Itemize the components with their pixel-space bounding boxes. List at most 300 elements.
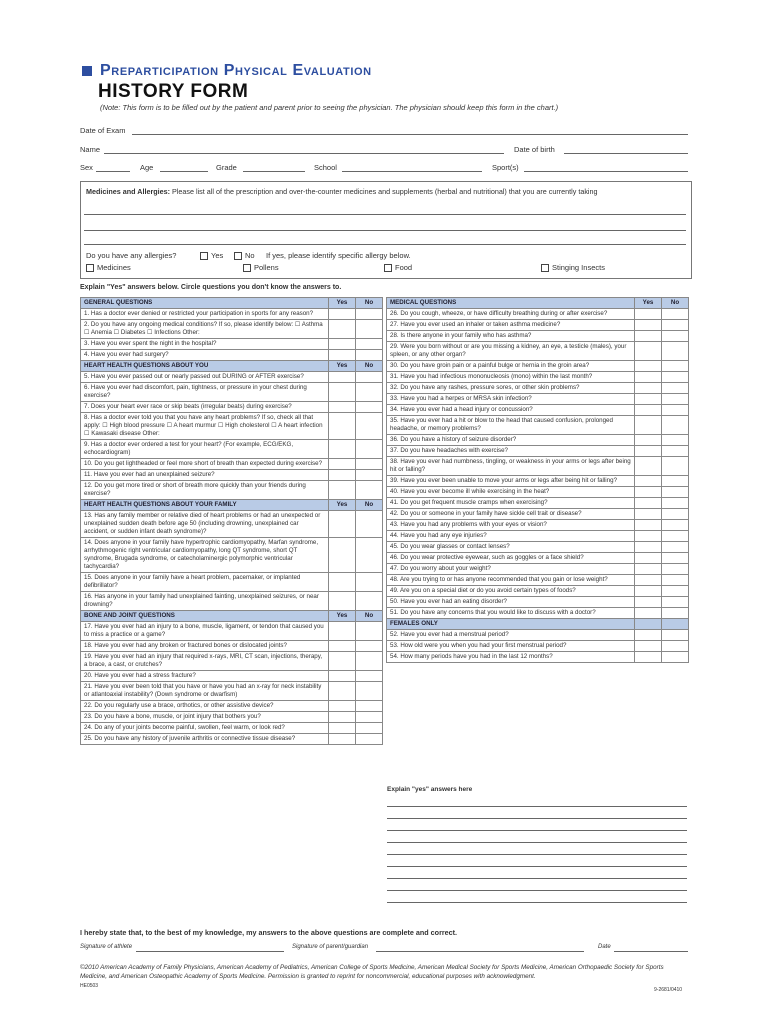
no-column-header: No <box>356 500 383 511</box>
no-answer-cell[interactable] <box>356 309 383 320</box>
no-answer-cell[interactable] <box>662 498 689 509</box>
yes-column-header: Yes <box>329 500 356 511</box>
no-answer-cell[interactable] <box>662 641 689 652</box>
no-answer-cell[interactable] <box>662 542 689 553</box>
question-row <box>81 701 383 712</box>
no-answer-cell[interactable] <box>662 586 689 597</box>
allergy-medicines-option[interactable] <box>86 263 131 272</box>
no-answer-cell[interactable] <box>356 372 383 383</box>
dob-label: Date of birth <box>514 145 555 154</box>
yes-column-header: Yes <box>329 298 356 309</box>
no-answer-cell[interactable] <box>662 608 689 619</box>
no-answer-cell[interactable] <box>662 435 689 446</box>
form-title-text: Preparticipation Physical Evaluation <box>100 62 372 79</box>
question-text: 43. Have you had any problems with your eyes or vision? <box>387 520 635 531</box>
checkbox-icon <box>243 264 251 272</box>
allergy-yes-option[interactable] <box>200 251 223 260</box>
yes-answer-cell[interactable] <box>329 383 356 402</box>
section-header-row <box>81 298 383 309</box>
yes-answer-cell[interactable] <box>329 573 356 592</box>
age-field[interactable] <box>160 171 208 172</box>
yes-answer-cell[interactable] <box>635 309 662 320</box>
no-answer-cell[interactable] <box>356 622 383 641</box>
yes-answer-cell[interactable] <box>329 712 356 723</box>
no-column-header: No <box>662 298 689 309</box>
yes-answer-cell[interactable] <box>635 520 662 531</box>
yes-answer-cell[interactable] <box>329 641 356 652</box>
name-label: Name <box>80 145 101 154</box>
yes-answer-cell[interactable] <box>635 597 662 608</box>
explain-answer-line[interactable] <box>387 818 687 819</box>
allergy-insects-label: Stinging Insects <box>552 263 605 272</box>
no-answer-cell[interactable] <box>356 481 383 500</box>
no-answer-cell[interactable] <box>662 342 689 361</box>
question-text: 9. Has a doctor ever ordered a test for your heart? (For example, ECG/EKG, echocardiogram) <box>81 440 329 459</box>
yes-answer-cell[interactable] <box>329 671 356 682</box>
question-text: 35. Have you ever had a hit or blow to the head that caused confusion, prolonged headache, or memory problems? <box>387 416 635 435</box>
question-text: 12. Do you get more tired or short of breath more quickly than your friends during exercise? <box>81 481 329 500</box>
no-answer-cell[interactable] <box>662 509 689 520</box>
question-row <box>81 573 383 592</box>
athlete-signature-label: Signature of athlete <box>80 944 133 950</box>
question-row <box>387 553 689 564</box>
explain-instructions: Explain "Yes" answers below. Circle questions you don't know the answers to. <box>80 284 342 291</box>
question-row <box>387 597 689 608</box>
medicines-line-3[interactable] <box>84 244 686 245</box>
question-text: 39. Have you ever been unable to move your arms or legs after being hit or falling? <box>387 476 635 487</box>
allergy-question: Do you have any allergies? <box>86 251 177 260</box>
question-row <box>387 564 689 575</box>
no-answer-cell[interactable] <box>356 459 383 470</box>
section-header: BONE AND JOINT QUESTIONS <box>81 611 329 622</box>
question-row <box>81 459 383 470</box>
yes-answer-cell[interactable] <box>635 498 662 509</box>
yes-answer-cell[interactable] <box>329 701 356 712</box>
no-answer-cell[interactable] <box>356 682 383 701</box>
yes-answer-cell[interactable] <box>635 608 662 619</box>
yes-answer-cell[interactable] <box>635 641 662 652</box>
no-answer-cell[interactable] <box>662 331 689 342</box>
question-text: 33. Have you had a herpes or MRSA skin infection? <box>387 394 635 405</box>
question-text: 51. Do you have any concerns that you would like to discuss with a doctor? <box>387 608 635 619</box>
no-answer-cell[interactable] <box>356 671 383 682</box>
question-row <box>387 641 689 652</box>
question-row <box>387 435 689 446</box>
sports-field[interactable] <box>524 171 688 172</box>
yes-answer-cell[interactable] <box>635 476 662 487</box>
explain-answer-line[interactable] <box>387 866 687 867</box>
no-column-header: No <box>356 361 383 372</box>
question-text: 15. Does anyone in your family have a heart problem, pacemaker, or implanted defibrillator? <box>81 573 329 592</box>
yes-answer-cell[interactable] <box>329 682 356 701</box>
question-text: 13. Has any family member or relative died of heart problems or had an unexpected or unexplained sudden death before age 50 (including drowning, unexplained car accident, or sudden infant death syndrome)? <box>81 511 329 538</box>
checkbox-icon <box>384 264 392 272</box>
question-row <box>387 630 689 641</box>
allergy-no-option[interactable] <box>234 251 255 260</box>
question-text: 44. Have you had any eye injuries? <box>387 531 635 542</box>
parent-signature-label: Signature of parent/guardian <box>292 944 369 950</box>
explain-answer-line[interactable] <box>387 806 687 807</box>
yes-answer-cell[interactable] <box>635 405 662 416</box>
question-row <box>81 652 383 671</box>
question-text: 8. Has a doctor ever told you that you have any heart problems? If so, check all that apply: ☐ High blood pressure ☐ A heart murmur ☐ High cholesterol ☐ A heart infection ☐ Kawasaki disease Other: <box>81 413 329 440</box>
question-row <box>387 361 689 372</box>
question-row <box>387 331 689 342</box>
question-text: 53. How old were you when you had your first menstrual period? <box>387 641 635 652</box>
statement-text: I hereby state that, to the best of my knowledge, my answers to the above questions are complete and correct. <box>80 928 458 937</box>
yes-answer-cell[interactable] <box>635 457 662 476</box>
right-question-table <box>386 297 689 663</box>
no-answer-cell[interactable] <box>356 723 383 734</box>
yes-answer-cell[interactable] <box>635 320 662 331</box>
name-field[interactable] <box>104 153 504 154</box>
allergy-food-option[interactable] <box>384 263 412 272</box>
no-answer-cell[interactable] <box>662 652 689 663</box>
yes-answer-cell[interactable] <box>329 470 356 481</box>
sex-label: Sex <box>80 163 93 172</box>
question-row <box>387 542 689 553</box>
yes-column-header: Yes <box>635 298 662 309</box>
yes-answer-cell[interactable] <box>635 509 662 520</box>
no-answer-cell[interactable] <box>356 383 383 402</box>
question-row <box>387 457 689 476</box>
no-answer-cell[interactable] <box>356 641 383 652</box>
question-text: 28. Is there anyone in your family who has asthma? <box>387 331 635 342</box>
question-row <box>387 586 689 597</box>
left-question-table <box>80 297 383 745</box>
question-text: 14. Does anyone in your family have hypertrophic cardiomyopathy, Marfan syndrome, arrhythmogenic right ventricular cardiomyopathy, long QT syndrome, short QT syndrome, Brugada syndrome, or catecholaminergic polymorphic ventricular tachycardia? <box>81 538 329 573</box>
no-answer-cell[interactable] <box>662 520 689 531</box>
question-row <box>387 520 689 531</box>
question-text: 40. Have you ever become ill while exercising in the heat? <box>387 487 635 498</box>
yes-answer-cell[interactable] <box>635 372 662 383</box>
no-answer-cell[interactable] <box>662 405 689 416</box>
question-text: 27. Have you ever used an inhaler or taken asthma medicine? <box>387 320 635 331</box>
explain-answer-line[interactable] <box>387 890 687 891</box>
question-row <box>81 712 383 723</box>
medicines-line-2[interactable] <box>84 230 686 231</box>
yes-answer-cell[interactable] <box>635 652 662 663</box>
allergy-pollens-option[interactable] <box>243 263 279 272</box>
no-answer-cell[interactable] <box>662 597 689 608</box>
question-row <box>387 405 689 416</box>
question-text: 20. Have you ever had a stress fracture? <box>81 671 329 682</box>
question-row <box>387 487 689 498</box>
no-answer-cell[interactable] <box>662 416 689 435</box>
no-answer-cell[interactable] <box>662 361 689 372</box>
no-answer-cell[interactable] <box>356 701 383 712</box>
yes-column-header: Yes <box>329 361 356 372</box>
question-text: 42. Do you or someone in your family have sickle cell trait or disease? <box>387 509 635 520</box>
no-answer-cell[interactable] <box>662 630 689 641</box>
yes-answer-cell[interactable] <box>635 564 662 575</box>
yes-answer-cell[interactable] <box>635 586 662 597</box>
question-text: 31. Have you had infectious mononucleosis (mono) within the last month? <box>387 372 635 383</box>
question-text: 11. Have you ever had an unexplained seizure? <box>81 470 329 481</box>
yes-answer-cell[interactable] <box>329 413 356 440</box>
no-answer-cell[interactable] <box>356 339 383 350</box>
yes-answer-cell[interactable] <box>635 542 662 553</box>
section-header-row <box>81 500 383 511</box>
question-row <box>387 372 689 383</box>
question-text: 10. Do you get lightheaded or feel more short of breath than expected during exercise? <box>81 459 329 470</box>
checkbox-icon <box>234 252 242 260</box>
question-text: 24. Do any of your joints become painful, swollen, feel warm, or look red? <box>81 723 329 734</box>
question-row <box>387 652 689 663</box>
athlete-signature-field[interactable] <box>136 951 284 952</box>
question-text: 16. Has anyone in your family had unexplained fainting, unexplained seizures, or near drowning? <box>81 592 329 611</box>
checkbox-icon <box>541 264 549 272</box>
question-text: 6. Have you ever had discomfort, pain, tightness, or pressure in your chest during exercise? <box>81 383 329 402</box>
question-row <box>81 511 383 538</box>
question-row <box>81 402 383 413</box>
sex-field[interactable] <box>96 171 130 172</box>
date-field[interactable] <box>614 951 688 952</box>
question-text: 38. Have you ever had numbness, tingling, or weakness in your arms or legs after being hit or falling? <box>387 457 635 476</box>
yes-column-header <box>635 619 662 630</box>
no-answer-cell[interactable] <box>662 575 689 586</box>
no-answer-cell[interactable] <box>662 476 689 487</box>
question-row <box>81 734 383 745</box>
yes-answer-cell[interactable] <box>635 531 662 542</box>
question-row <box>387 575 689 586</box>
checkbox-icon <box>200 252 208 260</box>
no-answer-cell[interactable] <box>356 320 383 339</box>
question-row <box>81 671 383 682</box>
question-text: 49. Are you on a special diet or do you avoid certain types of foods? <box>387 586 635 597</box>
question-row <box>81 320 383 339</box>
explain-yes-heading: Explain "yes" answers here <box>387 786 473 793</box>
grade-field[interactable] <box>243 171 305 172</box>
question-row <box>387 531 689 542</box>
question-text: 2. Do you have any ongoing medical conditions? If so, please identify below: ☐ Asthma ☐ Anemia ☐ Diabetes ☐ Infections Other: <box>81 320 329 339</box>
yes-answer-cell[interactable] <box>329 339 356 350</box>
section-header: FEMALES ONLY <box>387 619 635 630</box>
parent-signature-field[interactable] <box>376 951 584 952</box>
question-row <box>387 498 689 509</box>
question-row <box>81 641 383 652</box>
question-row <box>81 339 383 350</box>
no-answer-cell[interactable] <box>356 573 383 592</box>
yes-answer-cell[interactable] <box>635 331 662 342</box>
yes-answer-cell[interactable] <box>635 575 662 586</box>
question-row <box>81 481 383 500</box>
copyright-text: ©2010 American Academy of Family Physicians, American Academy of Pediatrics, American College of Sports Medicine, American Medical Society for Sports Medicine, American Orthopaedic Society for Sports Medicine, and American Osteopathic Academy of Sports Medicine. Permission is granted to reprint for noncommercial, educational purposes with acknowledgment. <box>80 964 664 980</box>
explain-answer-line[interactable] <box>387 878 687 879</box>
no-answer-cell[interactable] <box>356 413 383 440</box>
date-label: Date <box>598 944 611 950</box>
yes-answer-cell[interactable] <box>329 459 356 470</box>
form-subtitle: HISTORY FORM <box>98 81 249 102</box>
question-row <box>81 723 383 734</box>
no-answer-cell[interactable] <box>662 564 689 575</box>
allergy-identify-text: If yes, please identify specific allergy below. <box>266 251 411 260</box>
question-text: 34. Have you ever had a head injury or concussion? <box>387 405 635 416</box>
yes-answer-cell[interactable] <box>635 553 662 564</box>
medicines-heading <box>86 187 598 196</box>
yes-answer-cell[interactable] <box>635 361 662 372</box>
no-answer-cell[interactable] <box>662 446 689 457</box>
yes-answer-cell[interactable] <box>329 538 356 573</box>
question-text: 23. Do you have a bone, muscle, or joint injury that bothers you? <box>81 712 329 723</box>
question-row <box>387 394 689 405</box>
question-row <box>81 372 383 383</box>
medicines-text: Please list all of the prescription and over-the-counter medicines and supplements (herbal and nutritional) that you are currently taking <box>172 187 598 196</box>
form-code-right: 9-2681/0410 <box>654 987 683 993</box>
yes-answer-cell[interactable] <box>635 342 662 361</box>
no-answer-cell[interactable] <box>356 538 383 573</box>
yes-answer-cell[interactable] <box>329 734 356 745</box>
date-of-exam-field[interactable] <box>132 134 688 135</box>
no-answer-cell[interactable] <box>662 531 689 542</box>
question-text: 22. Do you regularly use a brace, orthotics, or other assistive device? <box>81 701 329 712</box>
question-text: 45. Do you wear glasses or contact lenses? <box>387 542 635 553</box>
question-row <box>387 446 689 457</box>
question-text: 48. Are you trying to or has anyone recommended that you gain or lose weight? <box>387 575 635 586</box>
no-answer-cell[interactable] <box>356 440 383 459</box>
age-label: Age <box>140 163 154 172</box>
section-header-row <box>81 361 383 372</box>
question-row <box>387 383 689 394</box>
question-row <box>81 622 383 641</box>
allergy-food-label: Food <box>395 263 413 272</box>
question-row <box>387 509 689 520</box>
school-field[interactable] <box>342 171 482 172</box>
no-answer-cell[interactable] <box>662 487 689 498</box>
question-text: 17. Have you ever had an injury to a bone, muscle, ligament, or tendon that caused you to miss a practice or a game? <box>81 622 329 641</box>
explain-answer-line[interactable] <box>387 902 687 903</box>
checkbox-icon <box>86 264 94 272</box>
section-header: HEART HEALTH QUESTIONS ABOUT YOU <box>81 361 329 372</box>
no-answer-cell[interactable] <box>356 350 383 361</box>
yes-answer-cell[interactable] <box>329 622 356 641</box>
question-text: 52. Have you ever had a menstrual period? <box>387 630 635 641</box>
yes-answer-cell[interactable] <box>635 446 662 457</box>
question-text: 1. Has a doctor ever denied or restricted your participation in sports for any reason? <box>81 309 329 320</box>
yes-answer-cell[interactable] <box>329 652 356 671</box>
section-header-row <box>387 298 689 309</box>
yes-answer-cell[interactable] <box>329 440 356 459</box>
question-text: 50. Have you ever had an eating disorder? <box>387 597 635 608</box>
no-answer-cell[interactable] <box>662 394 689 405</box>
no-answer-cell[interactable] <box>662 309 689 320</box>
question-row <box>81 309 383 320</box>
no-answer-cell[interactable] <box>356 652 383 671</box>
allergy-insects-option[interactable] <box>541 263 605 272</box>
question-row <box>81 383 383 402</box>
yes-answer-cell[interactable] <box>329 723 356 734</box>
question-row <box>81 470 383 481</box>
dob-field[interactable] <box>564 153 688 154</box>
yes-answer-cell[interactable] <box>329 320 356 339</box>
question-text: 41. Do you get frequent muscle cramps when exercising? <box>387 498 635 509</box>
question-text: 54. How many periods have you had in the last 12 months? <box>387 652 635 663</box>
explain-answer-line[interactable] <box>387 842 687 843</box>
no-column-header: No <box>356 611 383 622</box>
yes-answer-cell[interactable] <box>635 630 662 641</box>
section-header-row <box>387 619 689 630</box>
question-text: 19. Have you ever had an injury that required x-rays, MRI, CT scan, injections, therapy, a brace, a cast, or crutches? <box>81 652 329 671</box>
medicines-line-1[interactable] <box>84 214 686 215</box>
yes-answer-cell[interactable] <box>635 416 662 435</box>
no-answer-cell[interactable] <box>662 383 689 394</box>
grade-label: Grade <box>216 163 237 172</box>
yes-answer-cell[interactable] <box>329 372 356 383</box>
question-text: 4. Have you ever had surgery? <box>81 350 329 361</box>
question-row <box>81 538 383 573</box>
allergy-pollens-label: Pollens <box>254 263 279 272</box>
yes-answer-cell[interactable] <box>635 435 662 446</box>
no-column-header: No <box>356 298 383 309</box>
question-text: 3. Have you ever spent the night in the hospital? <box>81 339 329 350</box>
explain-answer-line[interactable] <box>387 854 687 855</box>
yes-column-header: Yes <box>329 611 356 622</box>
no-answer-cell[interactable] <box>662 553 689 564</box>
question-text: 21. Have you ever been told that you have or have you had an x-ray for neck instability or atlantoaxial instability? (Down syndrome or dwarfism) <box>81 682 329 701</box>
explain-answer-line[interactable] <box>387 830 687 831</box>
question-text: 18. Have you ever had any broken or fractured bones or dislocated joints? <box>81 641 329 652</box>
question-row <box>81 413 383 440</box>
date-of-exam-label: Date of Exam <box>80 126 126 135</box>
no-answer-cell[interactable] <box>662 457 689 476</box>
yes-answer-cell[interactable] <box>329 481 356 500</box>
question-row <box>387 416 689 435</box>
question-row <box>387 476 689 487</box>
yes-answer-cell[interactable] <box>329 511 356 538</box>
yes-answer-cell[interactable] <box>329 350 356 361</box>
sports-label: Sport(s) <box>492 163 519 172</box>
yes-answer-cell[interactable] <box>329 402 356 413</box>
form-title <box>82 62 372 80</box>
no-answer-cell[interactable] <box>356 592 383 611</box>
allergy-yes-label: Yes <box>211 251 224 260</box>
question-row <box>81 440 383 459</box>
question-text: 37. Do you have headaches with exercise? <box>387 446 635 457</box>
question-row <box>387 320 689 331</box>
medicines-heading-bold: Medicines and Allergies: <box>86 187 171 196</box>
yes-answer-cell[interactable] <box>329 592 356 611</box>
form-code-left: HE0503 <box>80 983 99 989</box>
no-answer-cell[interactable] <box>356 734 383 745</box>
section-header: MEDICAL QUESTIONS <box>387 298 635 309</box>
question-text: 7. Does your heart ever race or skip beats (irregular beats) during exercise? <box>81 402 329 413</box>
no-answer-cell[interactable] <box>356 470 383 481</box>
question-text: 26. Do you cough, wheeze, or have difficulty breathing during or after exercise? <box>387 309 635 320</box>
question-row <box>387 342 689 361</box>
no-answer-cell[interactable] <box>356 511 383 538</box>
no-answer-cell[interactable] <box>356 402 383 413</box>
question-text: 30. Do you have groin pain or a painful bulge or hernia in the groin area? <box>387 361 635 372</box>
no-column-header <box>662 619 689 630</box>
question-row <box>81 682 383 701</box>
square-icon <box>82 66 92 76</box>
allergy-medicines-label: Medicines <box>97 263 131 272</box>
question-text: 5. Have you ever passed out or nearly passed out DURING or AFTER exercise? <box>81 372 329 383</box>
section-header: HEART HEALTH QUESTIONS ABOUT YOUR FAMILY <box>81 500 329 511</box>
question-text: 36. Do you have a history of seizure disorder? <box>387 435 635 446</box>
question-row <box>387 309 689 320</box>
yes-answer-cell[interactable] <box>635 383 662 394</box>
no-answer-cell[interactable] <box>662 372 689 383</box>
question-text: 25. Do you have any history of juvenile arthritis or connective tissue disease? <box>81 734 329 745</box>
yes-answer-cell[interactable] <box>635 394 662 405</box>
yes-answer-cell[interactable] <box>329 309 356 320</box>
no-answer-cell[interactable] <box>662 320 689 331</box>
no-answer-cell[interactable] <box>356 712 383 723</box>
yes-answer-cell[interactable] <box>635 487 662 498</box>
question-row <box>81 592 383 611</box>
question-text: 47. Do you worry about your weight? <box>387 564 635 575</box>
